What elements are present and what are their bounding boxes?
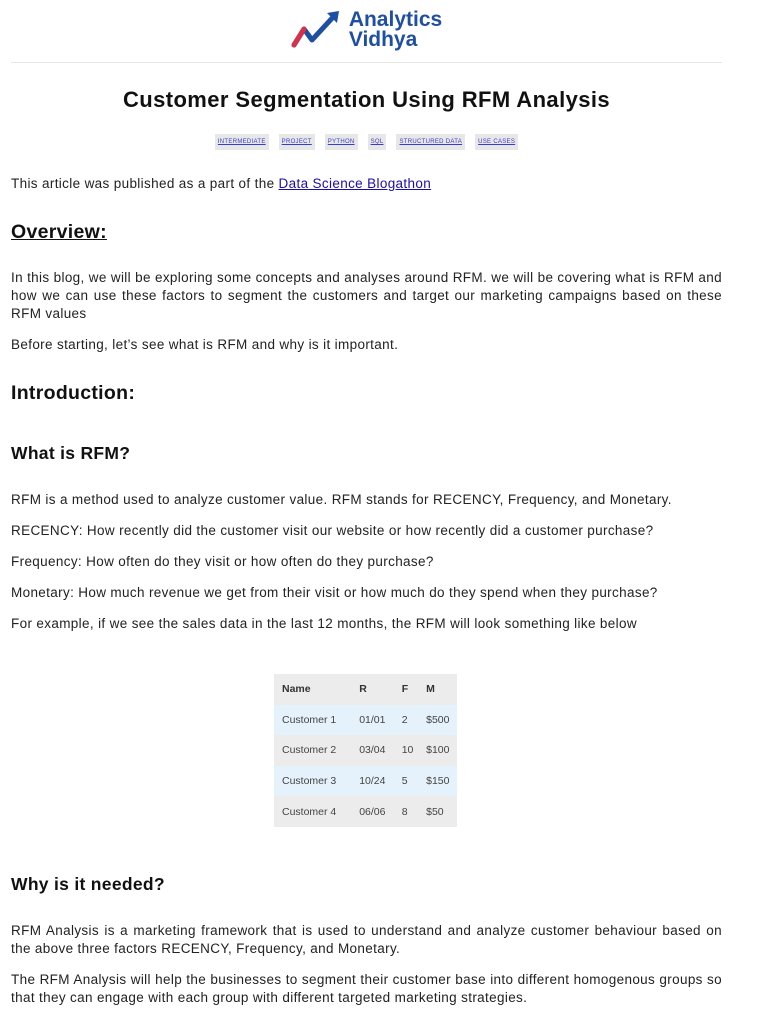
- overview-paragraph: In this blog, we will be exploring some concepts and analyses around RFM. we will be covering what is RFM and how we can use these factors to segment the customers and target our marketing campaigns based on these RFM values: [11, 270, 722, 321]
- table-row: [274, 735, 457, 766]
- tag-intermediate[interactable]: INTERMEDIATE: [215, 134, 269, 150]
- tag-list: [11, 134, 722, 150]
- header-name: Name: [274, 674, 351, 705]
- recency-paragraph: RECENCY: How recently did the customer visit our website or how recently did a customer purchase?: [11, 523, 654, 538]
- cell-f: 8: [394, 796, 418, 827]
- header-f: F: [394, 674, 418, 705]
- cell-m: $100: [418, 735, 457, 766]
- example-paragraph: For example, if we see the sales data in the last 12 months, the RFM will look something like below: [11, 616, 637, 631]
- cell-f: 10: [394, 735, 418, 766]
- cell-r: 03/04: [351, 735, 394, 766]
- site-header: [11, 0, 722, 62]
- tag-sql[interactable]: SQL: [368, 134, 387, 150]
- cell-m: $500: [418, 705, 457, 736]
- header-divider: [11, 62, 722, 63]
- table-row: [274, 705, 457, 736]
- cell-r: 06/06: [351, 796, 394, 827]
- why-needed-heading: Why is it needed?: [11, 874, 165, 894]
- trend-arrow-icon: [291, 9, 343, 51]
- article-page: [11, 0, 722, 1005]
- why-paragraph-1: RFM Analysis is a marketing framework that is used to understand and analyze customer behaviour based on the above three factors RECENCY, Frequency, and Monetary.: [11, 923, 722, 956]
- cell-name: Customer 2: [274, 735, 351, 766]
- before-paragraph: Before starting, let’s see what is RFM and why is it important.: [11, 337, 399, 352]
- header-m: M: [418, 674, 457, 705]
- cell-name: Customer 3: [274, 766, 351, 797]
- cell-f: 5: [394, 766, 418, 797]
- logo-line-1: Analytics: [348, 8, 443, 31]
- tag-structured-data[interactable]: STRUCTURED DATA: [396, 134, 465, 150]
- introduction-heading: Introduction:: [11, 382, 136, 404]
- table-row: [274, 766, 457, 797]
- tag-python[interactable]: PYTHON: [325, 134, 358, 150]
- published-note: [11, 175, 722, 193]
- cell-m: $50: [418, 796, 457, 827]
- monetary-paragraph: Monetary: How much revenue we get from their visit or how much do they spend when they purchase?: [11, 585, 658, 600]
- tag-project[interactable]: PROJECT: [279, 134, 315, 150]
- overview-heading: Overview:: [11, 221, 107, 243]
- frequency-paragraph: Frequency: How often do they visit or how often do they purchase?: [11, 554, 434, 569]
- blogathon-link[interactable]: Data Science Blogathon: [278, 176, 432, 191]
- tag-use-cases[interactable]: USE CASES: [475, 134, 518, 150]
- published-prefix: This article was published as a part of the: [11, 176, 279, 191]
- header-r: R: [351, 674, 394, 705]
- what-is-rfm-heading: What is RFM?: [11, 443, 131, 463]
- cell-f: 2: [394, 705, 418, 736]
- cell-name: Customer 1: [274, 705, 351, 736]
- table-header-row: [274, 674, 457, 705]
- logo-line-2: Vidhya: [348, 28, 418, 51]
- cell-r: 01/01: [351, 705, 394, 736]
- rfm-example-table: [274, 674, 457, 827]
- table-row: [274, 796, 457, 827]
- cell-m: $150: [418, 766, 457, 797]
- article-title: Customer Segmentation Using RFM Analysis: [122, 87, 611, 112]
- rfm-definition-paragraph: RFM is a method used to analyze customer value. RFM stands for RECENCY, Frequency, and Monetary.: [11, 492, 672, 507]
- cell-r: 10/24: [351, 766, 394, 797]
- cell-name: Customer 4: [274, 796, 351, 827]
- analytics-vidhya-logo[interactable]: [291, 9, 442, 51]
- why-paragraph-2: The RFM Analysis will help the businesses to segment their customer base into different homogenous groups so that they can engage with each group with different targeted marketing strategies.: [11, 972, 722, 1005]
